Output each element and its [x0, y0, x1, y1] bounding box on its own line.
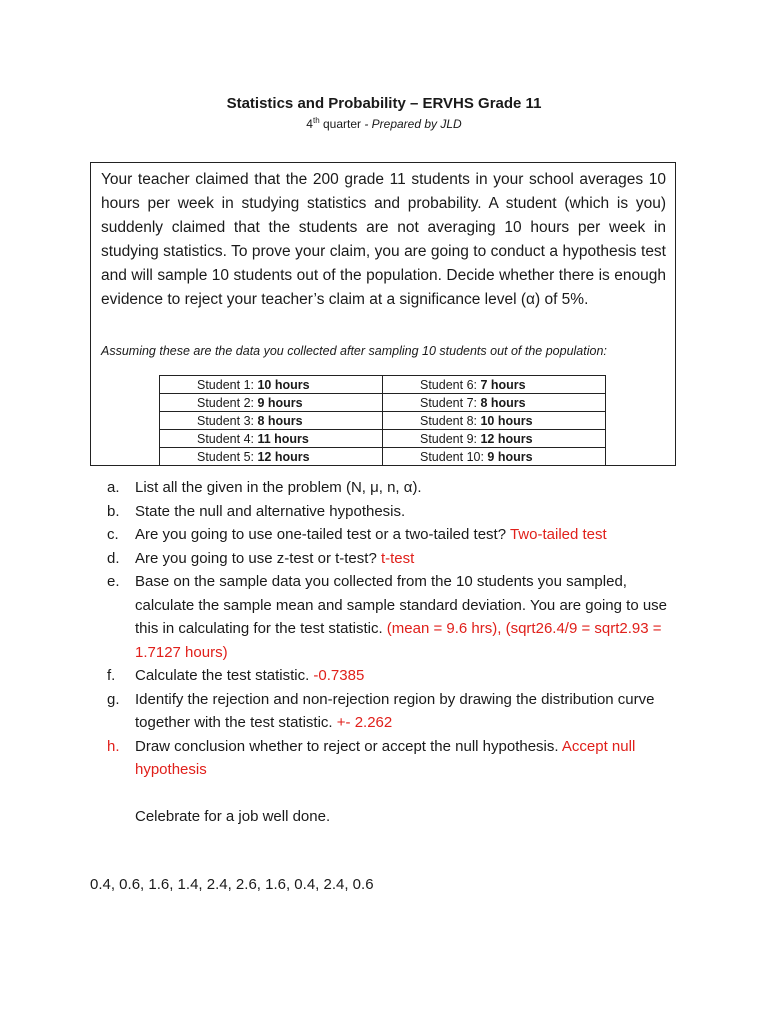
table-cell	[160, 412, 383, 430]
student-label: Student 9:	[420, 431, 481, 446]
question-marker: h.	[107, 737, 120, 755]
student-hours: 10 hours	[257, 377, 310, 392]
student-label: Student 6:	[420, 377, 481, 392]
student-label: Student 5:	[197, 449, 258, 464]
table-cell	[160, 394, 383, 412]
prepared-by: - Prepared by JLD	[361, 117, 462, 131]
question-item	[107, 476, 687, 500]
question-item	[107, 500, 687, 524]
sample-data-table	[159, 375, 606, 466]
closing-text: Celebrate for a job well done.	[135, 808, 331, 825]
student-hours: 8 hours	[480, 395, 526, 410]
problem-statement: Your teacher claimed that the 200 grade 11 students in your school averages 10 hours per week in studying statistics and probability. A student (which is you) suddenly claimed that the students are not averaging 10 hours per week in studying statistics. To prove your claim, you are going to conduct a hypothesis test and will sample 10 students out of the population. Decide whether there is enough evidence to reject your teacher’s claim at a significance level (α) of 5%.	[101, 171, 666, 308]
numbers-line: 0.4, 0.6, 1.6, 1.4, 2.4, 2.6, 1.6, 0.4, 2.4, 0.6	[90, 876, 374, 893]
problem-box	[90, 162, 676, 466]
question-text: List all the given in the problem (N, μ, n, α).	[135, 479, 422, 496]
table-row	[160, 394, 606, 412]
student-label: Student 4:	[197, 431, 258, 446]
question-marker: b.	[107, 502, 120, 520]
answer-text: Two-tailed test	[509, 526, 607, 543]
table-cell	[383, 376, 606, 394]
question-marker: e.	[107, 573, 120, 590]
page-title: Statistics and Probability – ERVHS Grade 11	[226, 95, 542, 112]
student-label: Student 1:	[197, 377, 258, 392]
question-item	[107, 735, 687, 782]
question-text: Draw conclusion whether to reject or accept the null hypothesis.	[135, 737, 559, 755]
student-hours: 7 hours	[480, 377, 526, 392]
question-text: Calculate the test statistic.	[135, 667, 310, 684]
quarter-suffix: th	[312, 116, 320, 125]
answer-text: (mean = 9.6 hrs), (sqrt26.4/9 = sqrt2.93 = 1.7127 hours)	[135, 620, 662, 661]
table-cell	[160, 448, 383, 466]
table-cell	[160, 376, 383, 394]
student-label: Student 10:	[420, 449, 488, 464]
table-cell	[383, 430, 606, 448]
quarter-number: 4	[306, 117, 313, 131]
student-hours: 8 hours	[257, 413, 303, 428]
question-marker: c.	[107, 526, 119, 543]
student-hours: 12 hours	[257, 449, 310, 464]
question-item	[107, 664, 687, 688]
answer-text: Accept null hypothesis	[135, 737, 636, 778]
question-item	[107, 570, 687, 664]
table-row	[160, 430, 606, 448]
question-text: Base on the sample data you collected from the 10 students you sampled, calculate the sample mean and sample standard deviation. You are going to use this in calculating for the test statistic.	[135, 573, 668, 637]
quarter-word: quarter	[319, 117, 361, 131]
table-row	[160, 412, 606, 430]
student-label: Student 8:	[420, 413, 481, 428]
answer-text: -0.7385	[313, 667, 365, 684]
question-text: Are you going to use z-test or t-test?	[135, 549, 377, 567]
table-row	[160, 376, 606, 394]
question-marker: d.	[107, 549, 120, 567]
student-label: Student 3:	[197, 413, 258, 428]
student-label: Student 2:	[197, 395, 258, 410]
question-item	[107, 547, 687, 571]
table-cell	[160, 430, 383, 448]
question-text: State the null and alternative hypothesis.	[135, 502, 406, 520]
answer-text: +- 2.262	[336, 714, 393, 731]
table-cell	[383, 394, 606, 412]
student-label: Student 7:	[420, 395, 481, 410]
assumption-note: Assuming these are the data you collected after sampling 10 students out of the population:	[101, 344, 607, 358]
table-row	[160, 448, 606, 466]
question-marker: a.	[107, 479, 120, 496]
student-hours: 9 hours	[487, 449, 533, 464]
table-cell	[383, 412, 606, 430]
question-text: Identify the rejection and non-rejection region by drawing the distribution curve together with the test statistic.	[135, 690, 655, 731]
answer-text: t-test	[380, 549, 415, 567]
question-item	[107, 688, 687, 735]
table-cell	[383, 448, 606, 466]
student-hours: 11 hours	[257, 431, 309, 446]
question-item	[107, 523, 687, 547]
question-text: Are you going to use one-tailed test or a two-tailed test?	[135, 526, 507, 543]
question-marker: f.	[107, 667, 116, 684]
question-marker: g.	[107, 690, 120, 708]
question-list	[107, 476, 687, 782]
page-subtitle	[0, 116, 768, 131]
student-hours: 9 hours	[257, 395, 303, 410]
student-hours: 10 hours	[480, 413, 533, 428]
student-hours: 12 hours	[480, 431, 533, 446]
